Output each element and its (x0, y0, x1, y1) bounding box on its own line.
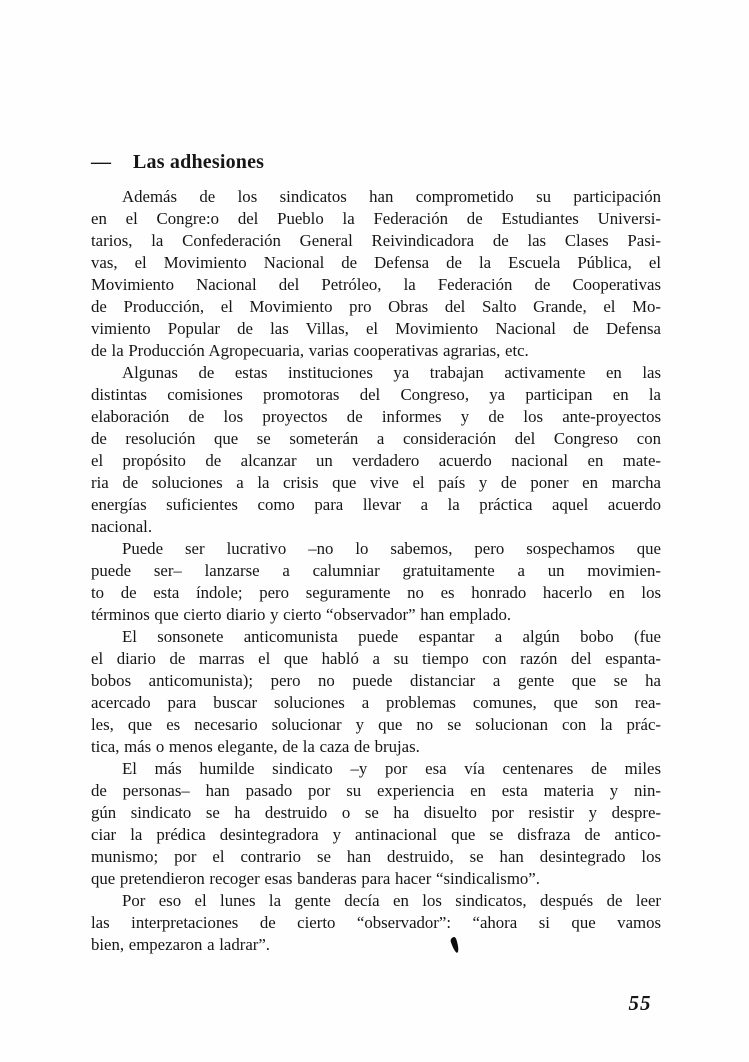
text-line: Por eso el lunes la gente decía en los sindicatos, después de leer (122, 891, 661, 910)
text-line: tarios, la Confederación General Reivindicadora de las Clases Pasi- (91, 231, 661, 250)
text-line: puede ser– lanzarse a calumniar gratuitamente a un movimien- (91, 561, 661, 580)
text-line: de la Producción Agropecuaria, varias cooperativas agrarias, etc. (91, 341, 529, 360)
text-line: de resolución que se someterán a consideración del Congreso con (91, 429, 661, 448)
text-line: Además de los sindicatos han comprometido su participación (122, 187, 661, 206)
text-line: bobos anticomunista); pero no puede distanciar a gente que se ha (91, 671, 661, 690)
heading-dash: — (91, 151, 112, 173)
paragraph (91, 186, 661, 362)
text-line: tica, más o menos elegante, de la caza de brujas. (91, 737, 420, 756)
text-line: Algunas de estas instituciones ya trabajan activamente en las (122, 363, 661, 382)
text-line: el propósito de alcanzar un verdadero acuerdo nacional en mate- (91, 451, 661, 470)
text-line: de personas– han pasado por su experiencia en esta materia y nin- (91, 781, 661, 800)
text-line: en el Congre:o del Pueblo la Federación de Estudiantes Universi- (91, 209, 661, 228)
paragraph (91, 758, 661, 890)
text-line: les, que es necesario solucionar y que no se solucionan con la prác- (91, 715, 661, 734)
text-line: de Producción, el Movimiento pro Obras del Salto Grande, el Mo- (91, 297, 661, 316)
text-line: términos que cierto diario y cierto “observador” han emplado. (91, 605, 512, 624)
text-line: acercado para buscar soluciones a problemas comunes, que son rea- (91, 693, 661, 712)
page-number: 55 (628, 991, 652, 1015)
text-line: gún sindicato se ha destruido o se ha disuelto por resistir y despre- (91, 803, 661, 822)
text-line: energías suficientes como para llevar a la práctica aquel acuerdo (91, 495, 661, 514)
text-line: las interpretaciones de cierto “observador”: “ahora si que vamos (91, 913, 661, 932)
text-line: el diario de marras el que habló a su tiempo con razón del espanta- (91, 649, 661, 668)
text-line: El más humilde sindicato –y por esa vía centenares de miles (122, 759, 661, 778)
text-line: Puede ser lucrativo –no lo sabemos, pero sospechamos que (122, 539, 661, 558)
text-line: vas, el Movimiento Nacional de Defensa de la Escuela Pública, el (91, 253, 661, 272)
text-line: distintas comisiones promotoras del Congreso, ya participan en la (91, 385, 661, 404)
text-line: ciar la prédica desintegradora y antinacional que se disfraza de antico- (91, 825, 661, 844)
paragraph (91, 538, 661, 626)
text-block (91, 150, 661, 956)
heading-title: Las adhesiones (133, 151, 265, 173)
paragraph (91, 626, 661, 758)
text-line: que pretendieron recoger esas banderas para hacer “sindicalismo”. (91, 869, 540, 888)
paragraph (91, 890, 661, 956)
text-line: munismo; por el contrario se han destruido, se han desintegrado los (91, 847, 661, 866)
paragraph (91, 362, 661, 538)
text-line: El sonsonete anticomunista puede espantar a algún bobo (fue (122, 627, 661, 646)
text-line: nacional. (91, 517, 153, 536)
text-line: bien, empezaron a ladrar”. (91, 935, 270, 954)
section-heading (91, 150, 661, 174)
body-text (91, 186, 661, 956)
text-line: vimiento Popular de las Villas, el Movimiento Nacional de Defensa (91, 319, 661, 338)
text-line: to de esta índole; pero seguramente no es honrado hacerlo en los (91, 583, 661, 602)
text-line: elaboración de los proyectos de informes y de los ante-proyectos (91, 407, 661, 426)
text-line: Movimiento Nacional del Petróleo, la Federación de Cooperativas (91, 275, 661, 294)
text-line: ria de soluciones a la crisis que vive el país y de poner en marcha (91, 473, 661, 492)
